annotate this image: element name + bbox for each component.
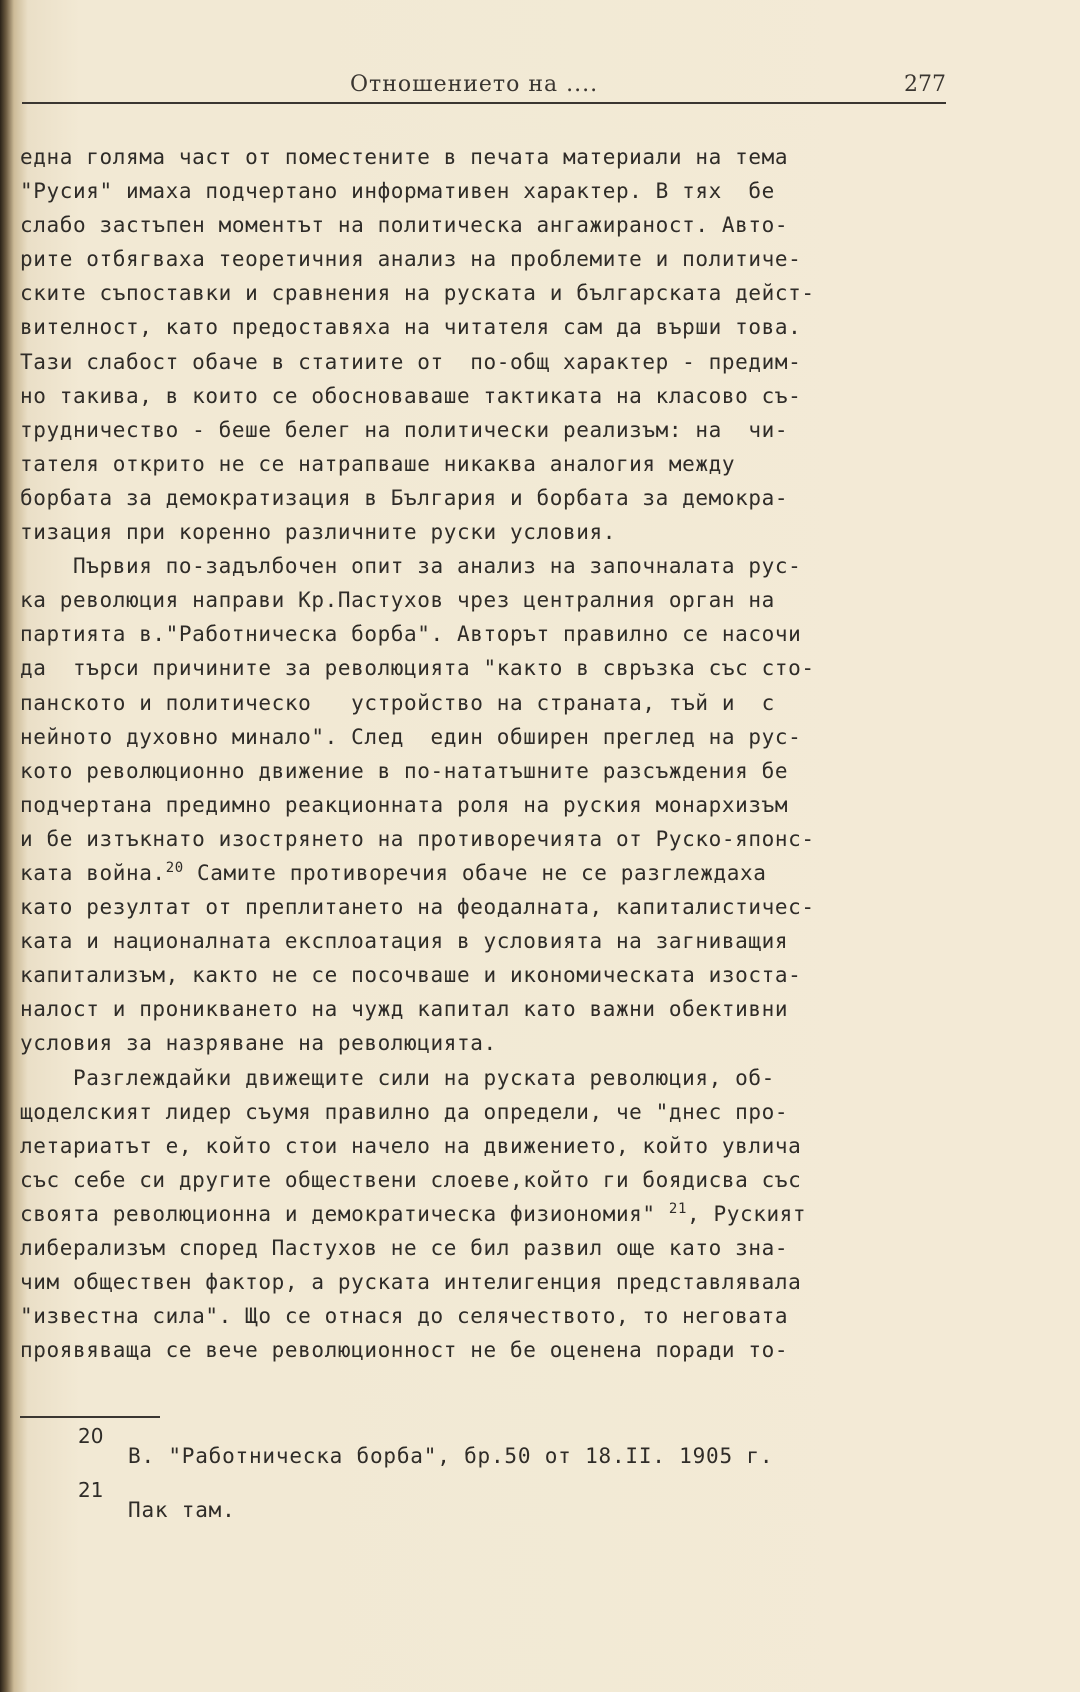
footnote-ref-21: 21 <box>668 1200 687 1217</box>
text-line: "Русия" имаха подчертано информативен характер. В тях бе <box>20 179 775 204</box>
text-line: летариатът е, който стои начело на движението, който увлича <box>20 1133 802 1158</box>
text-line: налост и проникването на чужд капитал като важни обективни <box>20 997 789 1022</box>
text-line: като резултат от преплитането на феодалната, капиталистичес- <box>20 895 815 920</box>
text-line: вителност, като предоставяха на читателя сам да върши това. <box>20 315 802 340</box>
text-line: ка революция направи Кр.Пастухов чрез централния орган на <box>20 588 775 613</box>
text-line: либерализъм според Пастухов не се бил развил още като зна- <box>20 1236 789 1260</box>
text-line: "известна сила". Що се отнася до селячеството, то неговата <box>20 1304 789 1329</box>
text-line: капитализъм, както не се посочваше и икономическата изоста- <box>20 963 802 988</box>
text-line: кото революционно движение в по-нататъшните разсъждения бе <box>20 758 789 783</box>
header-rule <box>22 102 946 104</box>
footnote-number: 21 <box>78 1478 104 1502</box>
text-line: рите отбягваха теоретичния анализ на проблемите и политиче- <box>20 247 802 272</box>
text-segment: Самите противоречия обаче не се разглеждаха <box>183 860 767 885</box>
text-line: Тази слабост обаче в статиите от по-общ характер - предим- <box>20 349 802 374</box>
text-line: тизация при коренно различните руски условия. <box>20 520 616 545</box>
text-line: чим обществен фактор, а руската интелигенция представлявала <box>20 1270 802 1295</box>
footnote <box>78 1424 958 1478</box>
text-line: тателя открито не се натрапваше никаква аналогия между <box>20 451 736 476</box>
text-line-with-footnote-ref <box>20 856 960 890</box>
text-line: условия за назряване на революцията. <box>20 1031 497 1056</box>
text-line-with-footnote-ref <box>20 1197 960 1231</box>
text-line: но такива, в които се обосноваваше тактиката на класово съ- <box>20 383 802 408</box>
text-line: борбата за демократизация в България и борбата за демокра- <box>20 485 789 510</box>
text-line: щоделският лидер съумя правилно да определи, че "днес про- <box>20 1099 789 1124</box>
text-line: Разглеждайки движещите сили на руската революция, об- <box>20 1065 775 1090</box>
page-header <box>22 72 946 106</box>
footnote-number: 20 <box>78 1424 104 1448</box>
text-line: със себе си другите обществени слоеве,който ги боядисва със <box>20 1167 802 1192</box>
footnote <box>78 1478 958 1532</box>
body-text <box>20 140 960 1367</box>
text-line: ските съпоставки и сравнения на руската и българската дейст- <box>20 281 815 306</box>
page-number: 277 <box>904 72 946 97</box>
text-line: трудничество - беше белег на политически реализъм: на чи- <box>20 417 789 442</box>
footnote-ref-20: 20 <box>165 859 184 876</box>
footnote-separator <box>20 1416 160 1418</box>
text-line: да търси причините за революцията "както в свръзка със сто- <box>20 656 815 681</box>
text-line: Първия по-задълбочен опит за анализ на започналата рус- <box>20 554 802 579</box>
text-line: подчертана предимно реакционната роля на руския монархизъм <box>20 792 789 817</box>
text-line: ката и националната експлоатация в условията на загниващия <box>20 929 789 954</box>
text-line: една голяма част от поместените в печата материали на тема <box>20 145 789 169</box>
text-line: нейното духовно минало". След един обширен преглед на рус- <box>20 724 802 749</box>
footnote-text: Пак там. <box>128 1498 236 1522</box>
text-line: партията в."Работническа борба". Авторът правилно се насочи <box>20 622 802 647</box>
text-line: и бе изтъкнато изострянето на противоречията от Руско-японс- <box>20 826 815 851</box>
text-line: панското и политическо устройство на страната, тъй и с <box>20 690 775 715</box>
footnote-text: В. "Работническа борба", бр.50 от 18.II. 1905 г. <box>128 1444 774 1468</box>
running-title: Отношението на .... <box>350 72 599 97</box>
text-line: проявяваща се вече революционност не бе оценена поради то- <box>20 1338 789 1363</box>
footnotes <box>78 1424 958 1532</box>
text-segment: , Руският <box>686 1201 807 1226</box>
text-line: слабо застъпен моментът на политическа ангажираност. Авто- <box>20 213 789 238</box>
text-segment: своята революционна и демократическа физиономия" <box>20 1201 669 1226</box>
text-segment: ката война. <box>20 860 166 885</box>
